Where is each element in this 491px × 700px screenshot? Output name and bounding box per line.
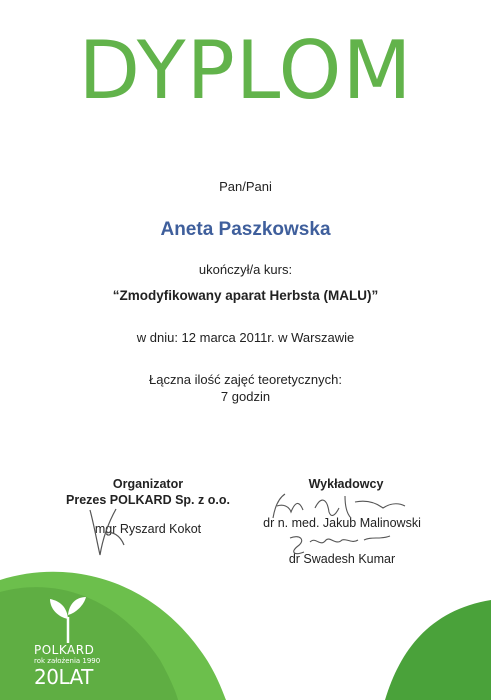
sprout-icon [48, 595, 88, 643]
date-line: w dniu: 12 marca 2011r. w Warszawie [136, 330, 355, 345]
hours-value: 7 godzin [220, 389, 271, 404]
lecturer-1: dr n. med. Jakub Malinowski [263, 516, 421, 530]
organizer-block [58, 477, 238, 536]
lecturer-2: dr Swadesh Kumar [288, 552, 396, 566]
logo-years: 20LAT [34, 665, 93, 689]
logo-subtitle: rok założenia 1990 [34, 657, 101, 665]
lecturers-heading: Wykładowcy [308, 477, 384, 491]
organizer-name: mgr Ryszard Kokot [94, 522, 202, 536]
completed-label: ukończył/a kurs: [198, 262, 293, 277]
organizer-role: Prezes POLKARD Sp. z o.o. [66, 493, 230, 507]
organizer-heading: Organizator [112, 477, 184, 491]
logo-brand: POLKARD [34, 643, 95, 657]
course-name: “Zmodyfikowany aparat Herbsta (MALU)” [112, 288, 379, 303]
recipient-name: Aneta Paszkowska [160, 219, 331, 240]
diploma-title: DYPLOM [78, 24, 413, 117]
salutation: Pan/Pani [219, 179, 272, 194]
hours-label: Łączna ilość zajęć teoretycznych: [149, 372, 342, 387]
lecturers-block [256, 477, 436, 491]
